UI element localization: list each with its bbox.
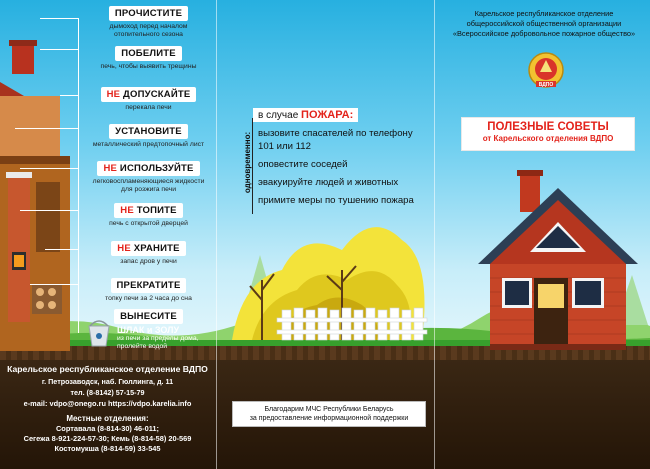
connector	[45, 249, 78, 250]
org-line-3: «Всероссийское добровольное пожарное общество»	[452, 29, 636, 38]
tip-no-firewood	[86, 238, 211, 266]
thanks-line-2: за предоставление информационной поддержки	[249, 415, 409, 422]
contacts-phone: тел. (8-8142) 57-15-79	[70, 388, 145, 397]
tip-head-red: НЕ	[103, 163, 118, 174]
local-branch: Костомукша (8-814-59) 33-545	[54, 444, 161, 453]
tip-text: печь с открытой дверцей	[109, 220, 188, 227]
connector-main	[78, 18, 79, 333]
local-branch: Сегежа 8-921-224-57-30; Кемь (8-814-58) 20-569	[23, 434, 192, 443]
connector	[20, 168, 78, 169]
tip-text: печь, чтобы выявить трещины	[100, 63, 197, 70]
org-line-2: общероссийской общественной организации	[466, 19, 622, 28]
tip-no-open-door	[86, 200, 211, 228]
tip-whitewash	[86, 43, 211, 71]
tip-clean-chimney	[86, 3, 211, 39]
tip-head: ТОПИТЕ	[136, 205, 177, 216]
case-prefix: в случае	[258, 110, 299, 121]
emblem-text: ВДПО	[538, 82, 554, 88]
tip-install-sheet	[86, 121, 211, 149]
connector	[60, 95, 78, 96]
tip-text: топку печи за 2 часа до сна	[105, 295, 192, 302]
bracket-line	[252, 118, 253, 214]
tip-no-flammables	[86, 158, 211, 194]
tip-text: легковоспламеняющиеся жидкости для розжига печи	[92, 178, 205, 193]
thanks-box	[232, 401, 426, 427]
tip-head-red: НЕ	[120, 205, 134, 216]
contacts-address: г. Петрозаводск, наб. Гюллинга, д. 11	[41, 377, 174, 386]
tip-head: ВЫНЕСИТЕ	[120, 311, 177, 322]
local-branch: Сортавала (8-814-30) 46-011;	[55, 424, 160, 433]
ash-note	[117, 325, 213, 351]
fold-line-2	[434, 0, 435, 469]
tip-head: ПРЕКРАТИТЕ	[116, 280, 181, 291]
simultaneously-label	[238, 118, 252, 213]
title-box	[461, 117, 635, 151]
connector	[30, 284, 78, 285]
tip-head: ХРАНИТЕ	[133, 243, 180, 254]
brochure-title: ПОЛЕЗНЫЕ СОВЕТЫ	[487, 121, 609, 133]
case-fire-word: ПОЖАРА:	[301, 109, 354, 121]
action-call: вызовите спасателей по телефону	[258, 128, 413, 139]
fold-line-1	[216, 0, 217, 469]
action-notify: оповестите соседей	[258, 159, 348, 170]
tip-head: УСТАНОВИТЕ	[115, 126, 182, 137]
connector	[20, 210, 78, 211]
ash-text: из печи за пределы дома, пролейте водой	[117, 335, 199, 350]
tip-stop-before-sleep	[86, 275, 211, 303]
tip-take-out-ash	[86, 306, 211, 324]
vertical-text: одновременно:	[243, 131, 252, 194]
tip-text: запас дров у печи	[120, 258, 177, 265]
org-line-1: Карельское республиканское отделение	[474, 9, 614, 18]
action-evacuate: эвакуируйте людей и животных	[258, 177, 399, 188]
ash-title: ШЛАК и ЗОЛУ	[117, 325, 180, 335]
action-extinguish: примите меры по тушению пожара	[258, 195, 414, 206]
thanks-line-1: Благодарим МЧС Республики Беларусь	[264, 406, 394, 413]
connector	[40, 49, 78, 50]
house-cutaway-illustration	[0, 22, 80, 352]
vdpo-emblem-icon	[526, 50, 566, 92]
case-of-fire-heading	[253, 108, 358, 122]
connector	[15, 128, 78, 129]
tip-head: ПРОЧИСТИТЕ	[114, 8, 183, 19]
tip-text: дымоход перед началом отопительного сезона	[109, 23, 188, 38]
tip-head-red: НЕ	[106, 89, 121, 100]
organization-name	[440, 9, 648, 39]
action-numbers: 101 или 112	[258, 141, 311, 152]
tip-head: ПОБЕЛИТЕ	[121, 48, 176, 59]
connector	[40, 18, 78, 19]
contacts-org: Карельское республиканское отделение ВДПО	[7, 364, 208, 374]
tip-head: ДОПУСКАЙТЕ	[123, 89, 191, 100]
contacts-email: e-mail: vdpo@onego.ru https://vdpo.karelia.info	[23, 399, 192, 408]
tip-no-overheat	[86, 84, 211, 112]
tip-head: ИСПОЛЬЗУЙТЕ	[119, 163, 194, 174]
brick-house-illustration	[468, 168, 648, 350]
brochure-subtitle: от Карельского отделения ВДПО	[482, 134, 614, 143]
contacts-block	[0, 364, 215, 453]
tip-head-red: НЕ	[117, 243, 131, 254]
local-branches-title: Местные отделения:	[66, 414, 149, 423]
tip-text: металлический предтопочный лист	[92, 141, 205, 148]
wildfire-illustration	[222, 190, 434, 350]
tip-text: перекала печи	[125, 104, 172, 111]
